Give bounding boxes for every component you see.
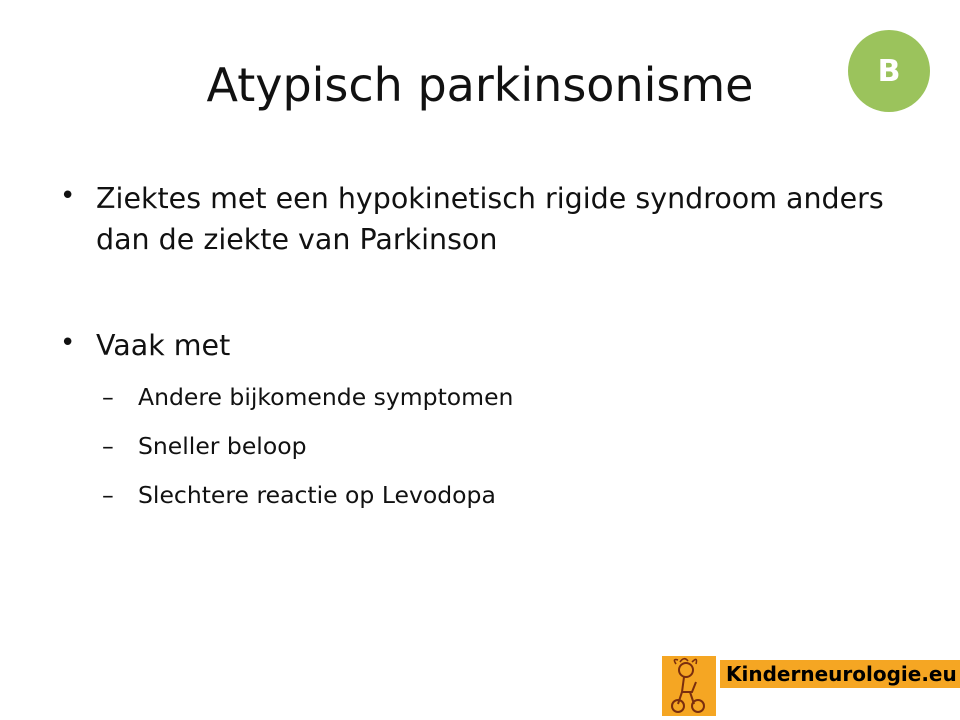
sub-bullet-text: Sneller beloop bbox=[138, 432, 307, 461]
slide-content bbox=[58, 178, 918, 514]
sub-bullet-marker: – bbox=[102, 432, 114, 461]
bullet-marker: • bbox=[60, 327, 76, 358]
bullet-item bbox=[58, 325, 918, 366]
bullet-text: Ziektes met een hypokinetisch rigide syndroom anders dan de ziekte van Parkinson bbox=[96, 182, 884, 257]
bullet-marker: • bbox=[60, 181, 76, 211]
sub-bullet-item bbox=[58, 478, 918, 513]
sub-bullet-marker: – bbox=[102, 382, 114, 411]
sub-bullet-marker: – bbox=[102, 481, 114, 510]
sub-bullet-text: Slechtere reactie op Levodopa bbox=[138, 481, 496, 510]
sub-bullet-item bbox=[58, 380, 918, 415]
bullet-item bbox=[58, 178, 918, 261]
child-figure-icon bbox=[662, 656, 716, 716]
section-badge bbox=[848, 30, 930, 112]
sub-bullet-text: Andere bijkomende symptomen bbox=[138, 382, 514, 411]
sub-bullet-item bbox=[58, 429, 918, 464]
kinderneurologie-logo bbox=[662, 656, 957, 716]
bullet-text: Vaak met bbox=[96, 328, 231, 362]
slide-title: Atypisch parkinsonisme bbox=[206, 58, 754, 112]
badge-label: B bbox=[877, 53, 901, 89]
logo-text: Kinderneurologie.eu bbox=[720, 660, 960, 688]
